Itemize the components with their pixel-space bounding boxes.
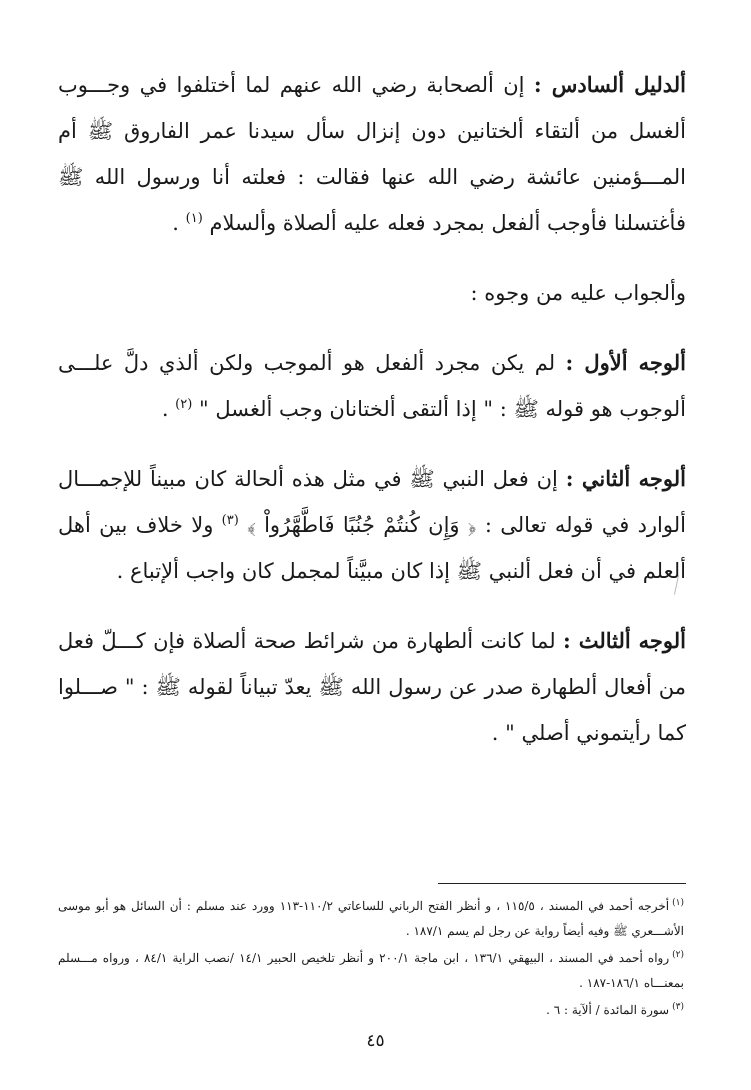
paragraph-heading: ألوجه ألثالث : xyxy=(562,628,686,653)
footnote-text: سورة المائدة / ألآية : ٦ . xyxy=(546,1003,670,1017)
footnote-ref: (٣) xyxy=(221,513,239,528)
paragraph-third-aspect xyxy=(58,618,686,756)
footnote-1 xyxy=(58,894,684,944)
footnote-ref: (١) xyxy=(185,211,203,226)
footnote-number: (٢) xyxy=(672,950,685,960)
paragraph-text-tail: . xyxy=(172,211,186,235)
paragraph-text: إن فعل النبي ﷺ في مثل هذه ألحالة كان مبيناً للإجمـــال ألوارد في قوله تعالى : ﴿ وَإِن كُنتُمْ جُنُبًا فَاطَّهَّرُواْ ﴾ xyxy=(58,467,686,537)
paragraph-text: إن ألصحابة رضي الله عنهم لما أختلفوا في وجـــوب ألغسل من ألتقاء ألختانين دون إنزال سأل سيدنا عمر الفاروق ﷺ أم المـــؤمنين عائشة رضي الله عنها فقالت : فعلته أنا ورسول الله ﷺ فأغتسلنا فأوجب ألفعل بمجرد فعله عليه ألصلاة وألسلام xyxy=(58,73,686,235)
paragraph-gap xyxy=(58,246,686,270)
footnote-3 xyxy=(58,998,684,1023)
paragraph-heading: ألوجه ألثاني : xyxy=(565,466,686,491)
paragraph-evidence-six xyxy=(58,62,686,246)
page-number: ٤٥ xyxy=(366,1031,385,1051)
footnotes xyxy=(58,880,684,1025)
paragraph-text-tail: . xyxy=(161,397,176,421)
paragraph-gap xyxy=(58,594,686,618)
main-text xyxy=(58,62,686,756)
footnote-number: (١) xyxy=(672,898,684,908)
paragraph-heading: ألوجه ألأول : xyxy=(565,350,686,375)
paragraph-text: وألجواب عليه من وجوه : xyxy=(470,281,686,305)
paragraph-heading: ألدليل ألسادس : xyxy=(533,72,686,97)
paragraph-text-tail: ولا خلاف بين أهل ألعلم في أن فعل ألنبي ﷺ إذا كان مبيَّناً لمجمل كان واجب ألإتباع . xyxy=(58,513,686,583)
footnote-text: رواه أحمد في المسند ، البيهقي ١٣٦/١ ، ابن ماجة ٢٠٠/١ و أنظر تلخيص الحبير ١٤/١ /نصب الراية ٨٤/١ ، ورواه مـــسلم بمعنـــاه ١٨٦/١-١٨٧ . xyxy=(58,951,684,990)
paragraph-text: لما كانت ألطهارة من شرائط صحة ألصلاة فإن كـــلّ فعل من أفعال ألطهارة صدر عن رسول الله ﷺ يعدّ تبياناً لقوله ﷺ : " صـــلوا كما رأيتموني أصلي " . xyxy=(58,629,686,745)
paragraph-first-aspect xyxy=(58,340,686,432)
paragraph-gap xyxy=(58,316,686,340)
footnote-text: أخرجه أحمد في المسند ، ١١٥/٥ ، و أنظر الفتح الرباني للساعاتي ١١٠/٢-١١٣ وورد عند مسلم : أن السائل هو أبو موسى الأشـــعري ﷺ وفيه أيضاً رواية عن رجل لم يسم ١٨٧/١ . xyxy=(58,899,684,938)
paragraph-answer-intro xyxy=(58,270,686,316)
footnote-number: (٣) xyxy=(672,1002,684,1012)
paragraph-text: لم يكن مجرد ألفعل هو ألموجب ولكن ألذي دلَّ علـــى ألوجوب هو قوله ﷺ : " إذا ألتقى ألختانان وجب ألغسل " xyxy=(58,351,686,421)
paragraph-second-aspect xyxy=(58,456,686,594)
footnote-ref: (٢) xyxy=(175,397,193,412)
paragraph-gap xyxy=(58,432,686,456)
footnote-2 xyxy=(58,946,684,996)
